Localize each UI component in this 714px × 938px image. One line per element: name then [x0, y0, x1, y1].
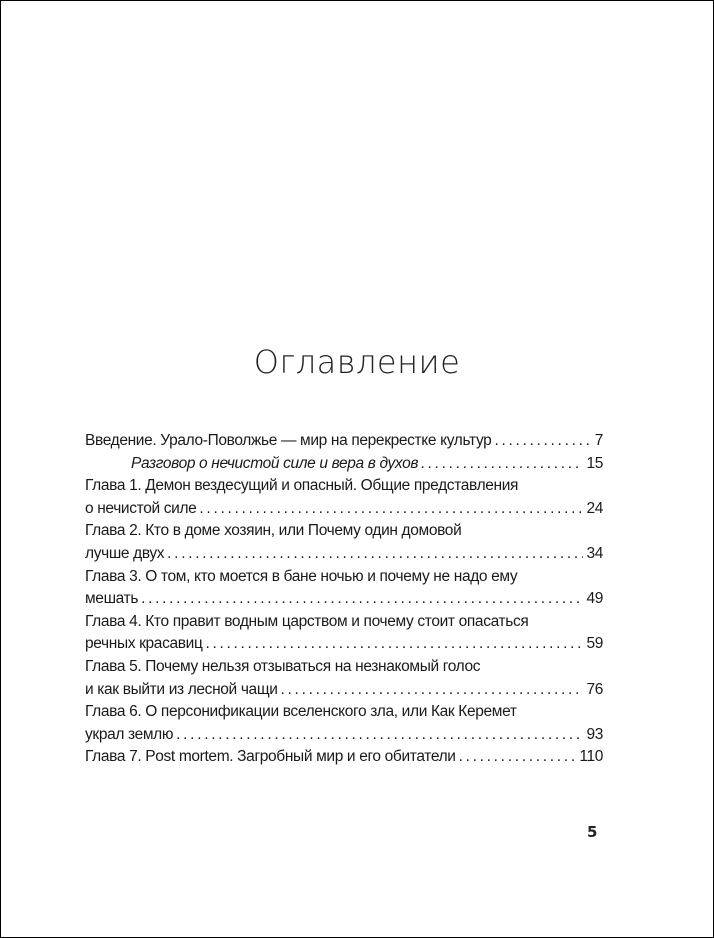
toc-page: 110: [579, 748, 603, 766]
dot-leader: [205, 633, 583, 656]
toc-page: 93: [586, 725, 603, 743]
toc-page: 49: [586, 590, 603, 608]
toc-entry[interactable]: Введение. Урало-Поволжье — мир на перекрестке культур . . . 7: [85, 430, 603, 453]
toc-entry[interactable]: о нечистой силе . . . 24: [85, 498, 603, 521]
toc-entry-line[interactable]: Глава 5. Почему нельзя отзываться на незнакомый голос: [85, 657, 481, 675]
dot-leader: [141, 588, 583, 611]
toc-page: 76: [586, 680, 603, 698]
toc-page: 15: [586, 454, 603, 472]
dot-leader: [199, 498, 583, 521]
toc-entry[interactable]: лучше двух . . . 34: [85, 543, 603, 566]
toc-entry[interactable]: мешать . . . 49: [85, 588, 603, 611]
toc-entry-line[interactable]: Глава 1. Демон вездесущий и опасный. Общие представления: [85, 477, 519, 495]
dot-leader: [494, 430, 591, 453]
page-number: 5: [587, 823, 598, 841]
toc-entry[interactable]: и как выйти из лесной чащи . . . 76: [85, 679, 603, 702]
toc-entry[interactable]: Разговор о нечистой силе и вера в духов . . . 15: [85, 453, 603, 476]
toc-page: 24: [586, 499, 603, 517]
toc-entry-line[interactable]: Глава 6. О персонификации вселенского зла, или Как Керемет: [85, 703, 517, 721]
dot-leader: [421, 453, 583, 476]
dot-leader: [167, 543, 583, 566]
dot-leader: [176, 724, 583, 747]
toc-entry[interactable]: украл землю . . . 93: [85, 724, 603, 747]
toc-entry[interactable]: речных красавиц . . . 59: [85, 633, 603, 656]
toc-page: 59: [586, 635, 603, 653]
table-of-contents: [85, 430, 603, 769]
toc-entry[interactable]: Глава 7. Post mortem. Загробный мир и его обитатели . . . 110: [85, 746, 603, 769]
dot-leader: [459, 746, 577, 769]
page-title: Оглавление: [253, 343, 461, 381]
toc-entry-line[interactable]: Глава 2. Кто в доме хозяин, или Почему один домовой: [85, 522, 462, 540]
toc-page: 34: [586, 544, 603, 562]
toc-entry-line[interactable]: Глава 3. О том, кто моется в бане ночью и почему не надо ему: [85, 567, 518, 585]
toc-page: 7: [594, 432, 603, 449]
dot-leader: [281, 679, 584, 702]
toc-entry-line[interactable]: Глава 4. Кто правит водным царством и почему стоит опасаться: [85, 612, 529, 630]
